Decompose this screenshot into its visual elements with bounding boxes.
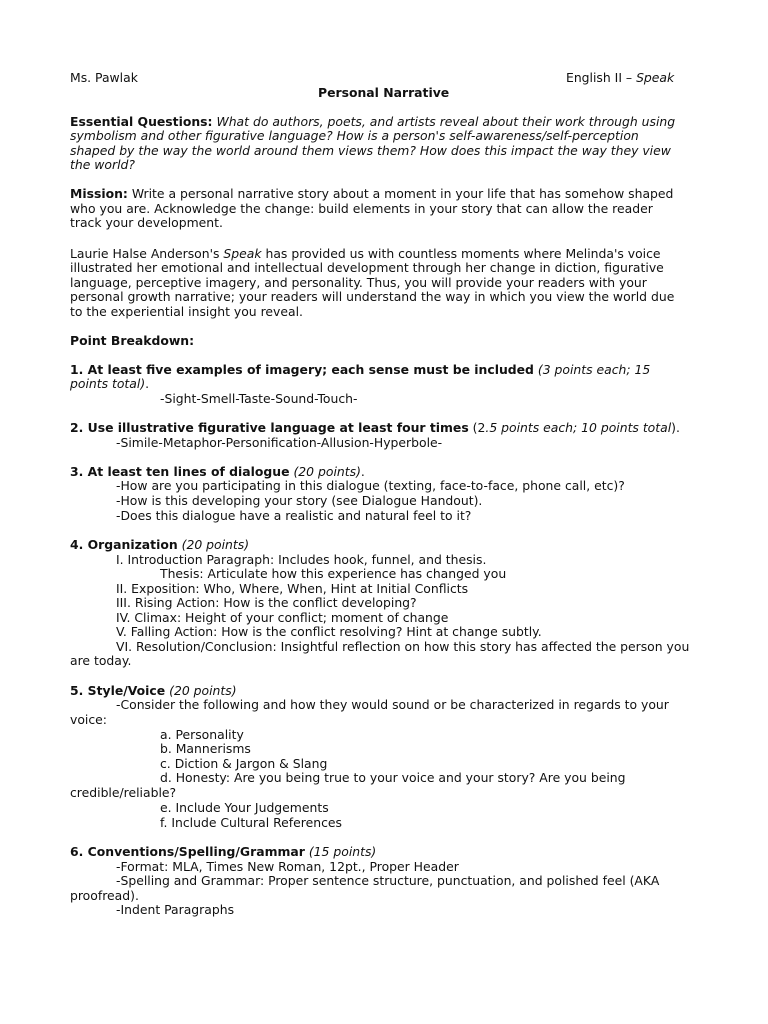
item-detail: d. Honesty: Are you being true to your voice and your story? Are you being xyxy=(160,770,626,785)
item-detail: -Consider the following and how they would sound or be characterized in regards to your xyxy=(116,697,669,712)
essential-questions-line: the world? xyxy=(70,157,135,172)
item-detail: -How are you participating in this dialogue (texting, face-to-face, phone call, etc)? xyxy=(116,478,625,493)
teacher-name: Ms. Pawlak xyxy=(70,70,138,85)
essential-questions-line: symbolism and other figurative language? How is a person's self-awareness/self-perception xyxy=(70,128,639,143)
essential-questions-line: shaped by the way the world around them views them? How does this impact the way they view xyxy=(70,143,671,158)
item-detail: II. Exposition: Who, Where, When, Hint at Initial Conflicts xyxy=(116,581,469,596)
item-detail: IV. Climax: Height of your conflict; moment of change xyxy=(116,610,449,625)
item-detail: credible/reliable? xyxy=(70,785,177,800)
intro-line: illustrated her emotional and intellectual development through her change in diction, figurative xyxy=(70,260,664,275)
point-breakdown-heading: Point Breakdown: xyxy=(70,333,195,348)
item-heading: 1. At least five examples of imagery; each sense must be included (3 points each; 15 xyxy=(70,362,651,377)
item-detail: I. Introduction Paragraph: Includes hook, funnel, and thesis. xyxy=(116,552,487,567)
item-heading: 3. At least ten lines of dialogue (20 points). xyxy=(70,464,365,479)
item-detail: a. Personality xyxy=(160,727,244,742)
item-points: points total). xyxy=(70,376,150,391)
item-detail: c. Diction & Jargon & Slang xyxy=(160,756,328,771)
item-detail: are today. xyxy=(70,653,132,668)
item-detail: -Simile-Metaphor-Personification-Allusion-Hyperbole- xyxy=(116,435,443,450)
mission-line: track your development. xyxy=(70,215,223,230)
item-heading: 5. Style/Voice (20 points) xyxy=(70,683,237,698)
item-heading: 6. Conventions/Spelling/Grammar (15 points) xyxy=(70,844,377,859)
intro-line: personal growth narrative; your readers will understand the way in which you view the world due xyxy=(70,289,675,304)
item-detail: III. Rising Action: How is the conflict developing? xyxy=(116,595,417,610)
item-detail: -Does this dialogue have a realistic and natural feel to it? xyxy=(116,508,472,523)
intro-line: to the experiential insight you reveal. xyxy=(70,304,303,319)
item-detail: -Spelling and Grammar: Proper sentence structure, punctuation, and polished feel (AKA xyxy=(116,873,660,888)
intro-line: language, perceptive imagery, and personality. Thus, you will provide your readers with your xyxy=(70,275,647,290)
item-detail: voice: xyxy=(70,712,107,727)
intro-line: Laurie Halse Anderson's Speak has provided us with countless moments where Melinda's voice xyxy=(70,246,661,261)
course-name: English II – Speak xyxy=(566,70,675,85)
item-detail: f. Include Cultural References xyxy=(160,815,342,830)
item-detail: VI. Resolution/Conclusion: Insightful reflection on how this story has affected the person you xyxy=(116,639,690,654)
mission-line: who you are. Acknowledge the change: build elements in your story that can allow the reader xyxy=(70,201,653,216)
item-detail: V. Falling Action: How is the conflict resolving? Hint at change subtly. xyxy=(116,624,542,639)
item-detail: Thesis: Articulate how this experience has changed you xyxy=(160,566,507,581)
item-detail: b. Mannerisms xyxy=(160,741,251,756)
item-detail: e. Include Your Judgements xyxy=(160,800,329,815)
item-heading: 2. Use illustrative figurative language at least four times (2.5 points each; 10 points total). xyxy=(70,420,680,435)
mission-line: Mission: Write a personal narrative story about a moment in your life that has somehow shaped xyxy=(70,186,674,201)
item-detail: -Sight-Smell-Taste-Sound-Touch- xyxy=(160,391,358,406)
item-detail: proofread). xyxy=(70,888,139,903)
item-detail: -Indent Paragraphs xyxy=(116,902,235,917)
item-detail: -How is this developing your story (see Dialogue Handout). xyxy=(116,493,483,508)
essential-questions-line: Essential Questions: What do authors, poets, and artists reveal about their work through using xyxy=(70,114,676,129)
item-heading: 4. Organization (20 points) xyxy=(70,537,250,552)
item-detail: -Format: MLA, Times New Roman, 12pt., Proper Header xyxy=(116,859,459,874)
document-title: Personal Narrative xyxy=(318,85,450,100)
